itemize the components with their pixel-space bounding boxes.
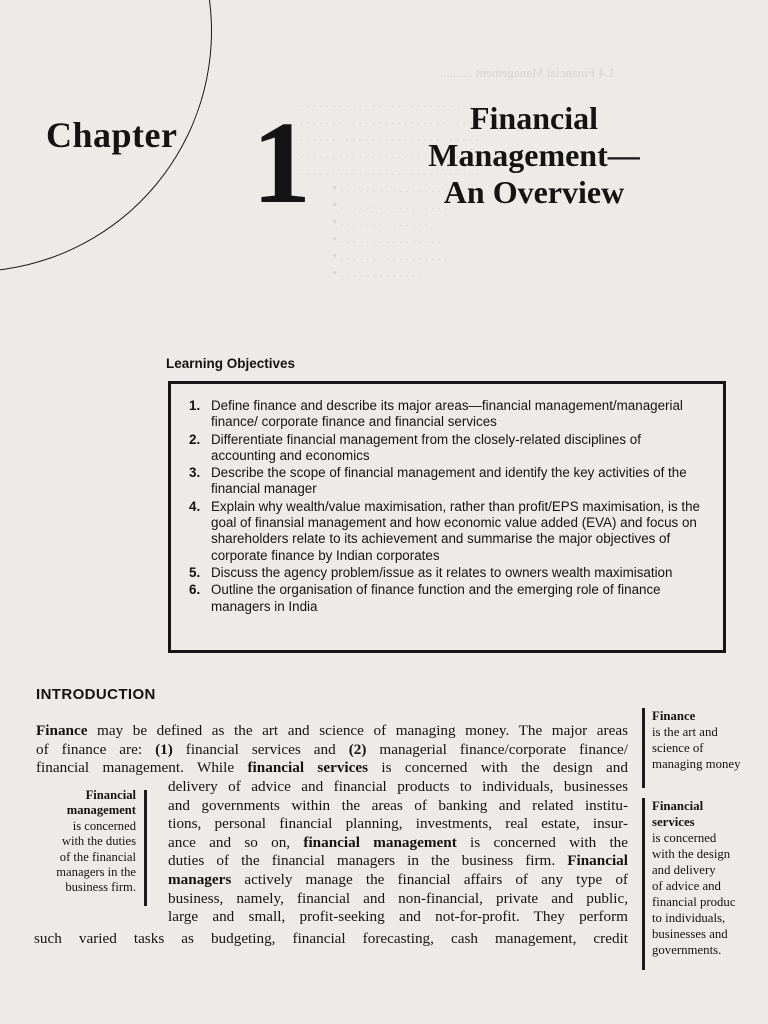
- learning-objective-item: [171, 499, 705, 564]
- objective-text: Describe the scope of financial management and identify the key activities of the financial manager: [211, 465, 687, 497]
- margin-note-line: financial produc: [652, 895, 736, 909]
- margin-note-finance: [652, 708, 766, 772]
- chapter-title-line: Financial: [469, 100, 598, 136]
- chapter-label: Chapter: [46, 115, 178, 155]
- margin-note-line: of the financial: [59, 849, 136, 864]
- margin-note-line: and delivery: [652, 863, 716, 877]
- margin-note-line: to individuals,: [652, 911, 726, 925]
- learning-objectives-list: [171, 384, 723, 615]
- margin-note-line: of advice and: [652, 879, 721, 893]
- objective-number: 4.: [189, 498, 201, 514]
- margin-note-term: Financial: [85, 788, 136, 802]
- margin-note-rule: [642, 708, 645, 788]
- introduction-body: [168, 778, 628, 927]
- body-text: may be defined as the art and science of managing money. The major areas: [87, 722, 628, 739]
- enum-marker: (1): [155, 740, 173, 758]
- chapter-number: 1: [252, 97, 311, 228]
- margin-note-line: businesses and: [652, 927, 728, 941]
- body-line: large and small, profit-seeking and not-for-profit. They perform: [168, 908, 628, 926]
- margin-note-line: managers in the: [56, 865, 136, 880]
- body-line: business, namely, financial and non-financial, private and public,: [168, 889, 628, 907]
- body-line: [168, 871, 628, 890]
- bleed-through-text: . . . . . . . . . . . . . . . . . . . . . . . . . . . . . . . . . . . . . . . . . . . . . . . . . . . . . . . . . . . . . . . . . . . . . . . . . . . . . . . . . . . . . . . . . . . . . . . . . . . . . . . . . . . . . . . . . . . . . . . . . . . . . . . . . . . . . . . . . . . . • . . . . . . . . . . . . . . . . . . • . . . . . . . . . . . . . . . . . . • . . . . . . . . . . . . . . • . . . . . . . . . . . . . . . . • . . . . . . . . . . . . . . . . . • . . . . . . . . . . . . .: [300, 95, 479, 280]
- term-finance: Finance: [36, 722, 88, 739]
- learning-objective-item: [171, 565, 705, 581]
- margin-note-line: is concerned: [652, 831, 717, 845]
- learning-objective-item: [171, 398, 705, 431]
- term-financial-services: financial services: [247, 759, 369, 777]
- body-line: and governments within the areas of banking and related institu-: [168, 796, 628, 814]
- objective-number: 5.: [189, 564, 201, 580]
- term-financial-managers: Financial: [567, 852, 628, 870]
- learning-objectives-heading: Learning Objectives: [166, 356, 296, 371]
- learning-objective-item: [171, 432, 705, 465]
- body-text: managerial finance/corporate finance/: [366, 740, 628, 758]
- body-line: [36, 759, 628, 778]
- margin-note-line: governments.: [652, 943, 722, 957]
- objective-text: Outline the organisation of finance function and the emerging role of finance managers in India: [211, 582, 661, 614]
- margin-note-line: managing money: [652, 757, 741, 771]
- body-line: tions, personal financial planning, investments, real estate, insur-: [168, 815, 628, 833]
- body-line: [168, 834, 628, 853]
- objective-number: 3.: [189, 465, 201, 481]
- body-text: of finance are:: [36, 740, 156, 758]
- introduction-heading: INTRODUCTION: [36, 686, 156, 703]
- body-line: [168, 852, 628, 871]
- enum-marker: (2): [348, 740, 367, 758]
- decorative-arc: [0, 0, 280, 340]
- body-line: such varied tasks as budgeting, financial forecasting, cash management, credit: [34, 930, 628, 947]
- margin-note-line: with the duties: [61, 834, 136, 849]
- body-text: financial management. While: [36, 759, 248, 777]
- chapter-title: [398, 100, 670, 211]
- introduction-opening: [36, 722, 628, 778]
- margin-note-line: business firm.: [65, 880, 136, 895]
- objective-number: 6.: [189, 582, 201, 598]
- term-financial-management: financial management: [303, 833, 457, 851]
- term-financial-managers: managers: [168, 870, 232, 888]
- margin-note-rule: [144, 790, 147, 906]
- body-text: is concerned with the design and: [368, 759, 628, 777]
- objective-text: Explain why wealth/value maximisation, rather than profit/EPS maximisation, is the goal of finansial management and how economic value added (EVA) and focus on shareholders relate to its achievement and summarise the major objectives of corporate finance by Indian corporates: [211, 498, 700, 563]
- margin-note-term: management: [66, 803, 136, 818]
- objective-text: Define finance and describe its major areas—financial management/managerial finance/ corporate finance and financial services: [211, 398, 683, 430]
- margin-note-rule: [642, 798, 645, 970]
- body-line: [36, 741, 628, 760]
- objective-text: Discuss the agency problem/issue as it relates to owners wealth maximisation: [211, 564, 673, 580]
- body-text: ance and so on,: [168, 833, 304, 851]
- body-text: duties of the financial managers in the business firm.: [168, 852, 568, 870]
- margin-note-term: services: [652, 815, 695, 829]
- introduction-body-end: [34, 930, 628, 949]
- margin-note-term: Finance: [652, 709, 696, 723]
- margin-note-line: is the art and: [652, 725, 718, 739]
- margin-note-line: is concerned: [72, 818, 136, 833]
- margin-note-financial-management: [34, 788, 136, 896]
- learning-objective-item: [171, 465, 705, 498]
- margin-note-line: with the design: [652, 847, 731, 861]
- margin-note-term: Financial: [652, 799, 704, 813]
- chapter-title-line: An Overview: [443, 174, 625, 210]
- body-line: delivery of advice and financial products to individuals, businesses: [168, 778, 628, 795]
- body-text: financial services and: [172, 740, 349, 758]
- objective-text: Differentiate financial management from the closely-related disciplines of accounting and economics: [211, 431, 641, 463]
- objective-number: 1.: [189, 398, 201, 413]
- body-text: actively manage the financial affairs of any type of: [231, 870, 628, 888]
- bleed-through-header: 1.4 Financial Management ..........: [440, 65, 615, 80]
- chapter-title-line: Management—: [428, 137, 640, 173]
- margin-note-line: science of: [652, 741, 704, 755]
- margin-note-financial-services: [652, 798, 766, 958]
- body-text: is concerned with the: [456, 833, 629, 851]
- learning-objective-item: [171, 582, 705, 615]
- objective-number: 2.: [189, 431, 201, 447]
- body-line: [36, 722, 628, 741]
- learning-objectives-box: [168, 381, 726, 653]
